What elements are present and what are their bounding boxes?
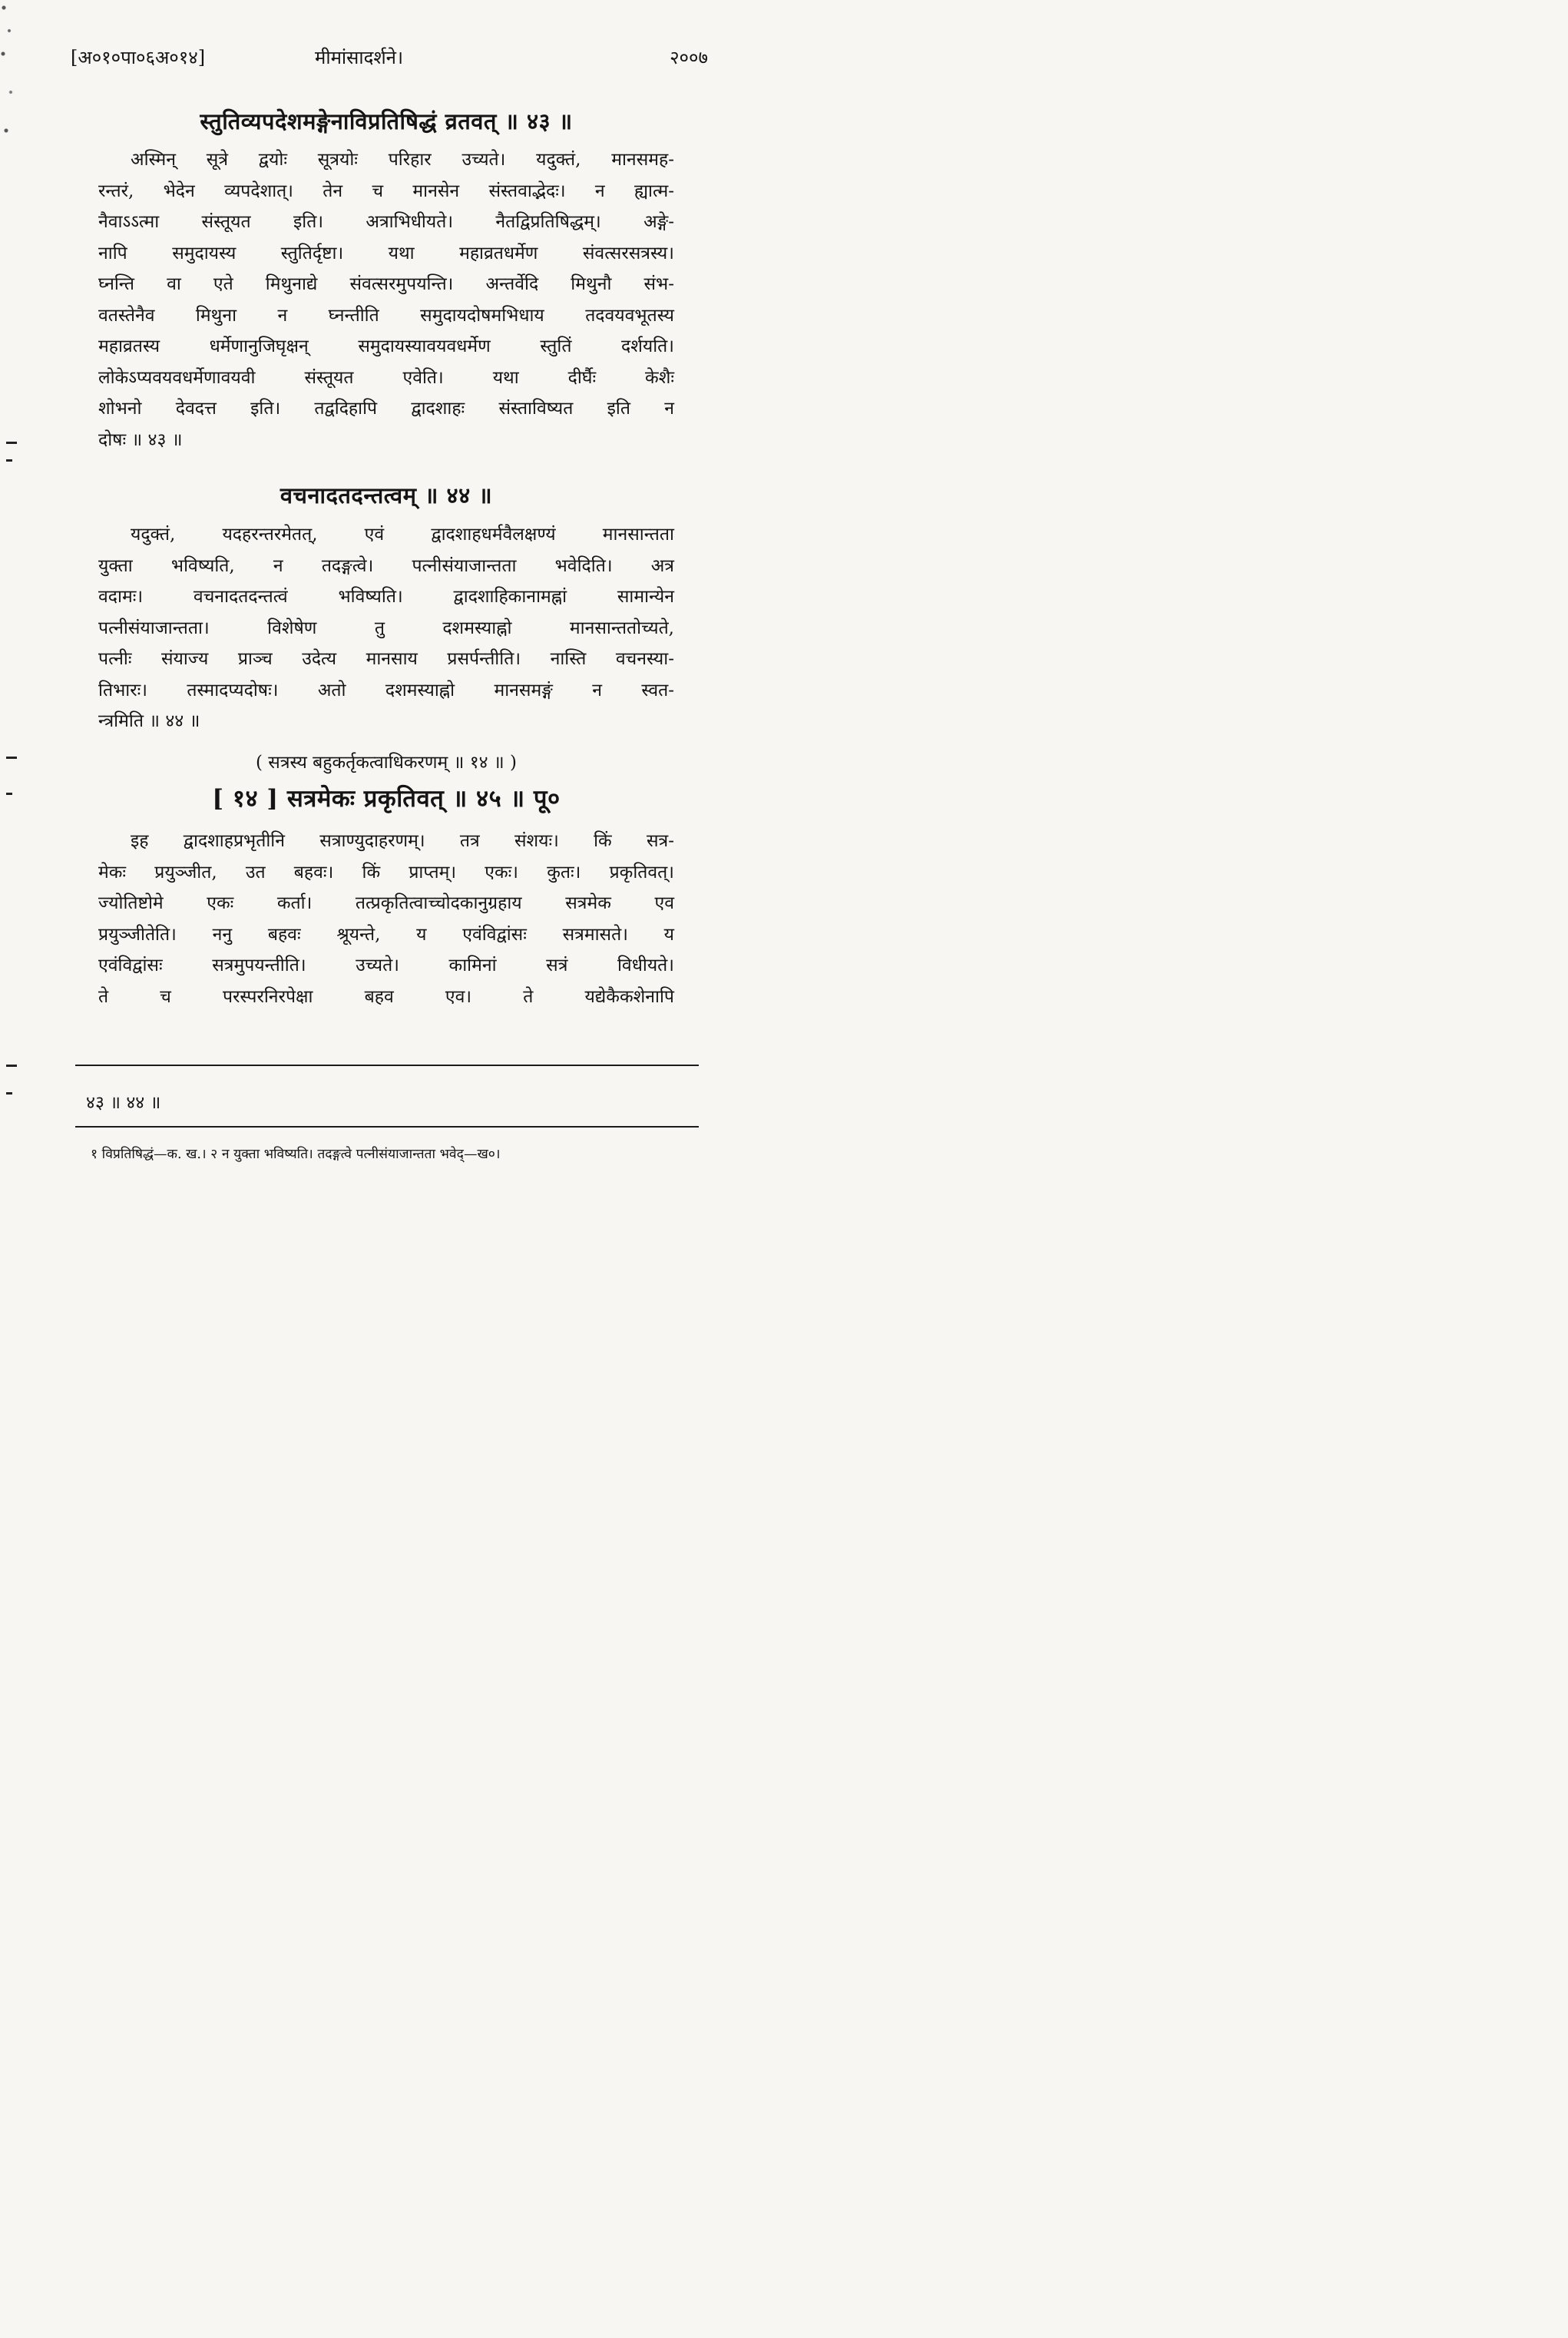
running-header: [71, 45, 708, 72]
commentary-paragraph: [98, 144, 674, 455]
text-line: यदुक्तं, यदहरन्तरमेतत्, एवं द्वादशाहधर्मवैलक्षण्यं मानसान्तता: [131, 525, 674, 545]
text-line: अस्मिन् सूत्रे द्वयोः सूत्रयोः परिहार उच्यते। यदुक्तं, मानसमह-: [131, 150, 674, 170]
text-line: युक्ता भविष्यति, न तदङ्गत्वे। पत्नीसंयाजान्तता भवेदिति। अत्र: [98, 555, 674, 576]
page-number: २००७: [670, 47, 708, 68]
text-line: एवंविद्वांसः सत्रमुपयन्तीति। उच्यते। कामिनां सत्रं विधीयते।: [98, 955, 674, 975]
text-line: दोषः ॥ ४३ ॥: [98, 429, 183, 450]
scan-mark: [6, 1065, 17, 1067]
scan-mark: [6, 442, 17, 444]
text-line: इह द्वादशाहप्रभृतीनि सत्राण्युदाहरणम्। तत्र संशयः। किं सत्र-: [131, 831, 674, 851]
commentary-paragraph: [98, 519, 674, 737]
text-line: प्रयुञ्जीतेति। ननु बहवः श्रूयन्ते, य एवंविद्वांसः सत्रमासते। य: [98, 924, 674, 945]
text-line: वदामः। वचनादतदन्तत्वं भविष्यति। द्वादशाहिकानामह्नां सामान्येन: [98, 587, 674, 607]
scan-mark: [6, 1092, 12, 1094]
text-line: पत्नीः संयाज्य प्राञ्च उदेत्य मानसाय प्रसर्पन्तीति। नास्ति वचनस्या-: [98, 649, 674, 669]
scan-mark: [6, 459, 12, 462]
scan-mark: [6, 757, 17, 759]
header-title: मीमांसादर्शने।: [315, 47, 404, 68]
adhikarana-title: ( सत्रस्य बहुकर्तृकत्वाधिकरणम् ॥ १४ ॥ ): [256, 753, 517, 773]
book-page: [0, 0, 784, 1169]
footnote-rule: [75, 1126, 699, 1128]
text-line: वतस्तेनैव मिथुना न घ्नन्तीति समुदायदोषमभिधाय तदवयवभूतस्य: [98, 305, 674, 326]
scan-speckle: [0, 0, 23, 154]
text-line: ते च परस्परनिरपेक्षा बहव एव। ते यद्येकैकशेनापि: [98, 986, 674, 1007]
text-line: शोभनो देवदत्त इति। तद्वदिहापि द्वादशाहः संस्ताविष्यत इति न: [98, 399, 674, 419]
text-line: ज्योतिष्टोमे एकः कर्ता। तत्प्रकृतित्वाच्चोदकानुग्रहाय सत्रमेक एव: [98, 893, 674, 913]
text-line: मेकः प्रयुञ्जीत, उत बहवः। किं प्राप्तम्। एकः। कुतः। प्रकृतिवत्।: [98, 862, 674, 883]
commentary-paragraph: [98, 826, 674, 1012]
sutra-heading: वचनादतदन्तत्वम् ॥ ४४ ॥: [280, 482, 493, 508]
footnote-ref-line: ४३ ॥ ४४ ॥: [86, 1093, 161, 1113]
sutra-heading: स्तुतिव्यपदेशमङ्गेनाविप्रतिषिद्धं व्रतवत् ॥ ४३ ॥: [200, 108, 573, 134]
text-line: नैवाऽऽत्मा संस्तूयत इति। अत्राभिधीयते। नैतद्विप्रतिषिद्धम्। अङ्गे-: [98, 212, 674, 232]
text-line: पत्नीसंयाजान्तता। विशेषेण तु दशमस्याह्नो मानसान्ततोच्यते,: [98, 618, 674, 638]
text-line: घ्नन्ति वा एते मिथुनाद्ये संवत्सरमुपयन्ति। अन्तर्वेदि मिथुनौ संभ-: [98, 274, 674, 294]
text-line: रन्तरं, भेदेन व्यपदेशात्। तेन च मानसेन संस्तवाद्भेदः। न ह्यात्म-: [98, 180, 674, 201]
footnote: १ विप्रतिषिद्धं—क. ख.। २ न युक्ता भविष्यति। तदङ्गत्वे पत्नीसंयाजान्तता भवेद्—ख०।: [91, 1147, 501, 1162]
text-line: तिभारः। तस्मादप्यदोषः। अतो दशमस्याह्नो मानसमङ्गं न स्वत-: [98, 680, 674, 700]
scan-mark: [6, 793, 12, 795]
header-section-ref: [अ०१०पा०६अ०१४]: [71, 47, 206, 68]
footnote-rule: [75, 1065, 699, 1066]
sutra-heading: [ १४ ] सत्रमेकः प्रकृतिवत् ॥ ४५ ॥ पू०: [212, 785, 561, 813]
text-line: नापि समुदायस्य स्तुतिर्दृष्टा। यथा महाव्रतधर्मेण संवत्सरसत्रस्य।: [98, 243, 674, 263]
text-line: महाव्रतस्य धर्मेणानुजिघृक्षन् समुदायस्यावयवधर्मेण स्तुतिं दर्शयति।: [98, 336, 674, 356]
text-line: न्त्रमिति ॥ ४४ ॥: [98, 711, 200, 731]
text-line: लोकेऽप्यवयवधर्मेणावयवी संस्तूयत एवेति। यथा दीर्घैः केशैः: [98, 367, 674, 388]
